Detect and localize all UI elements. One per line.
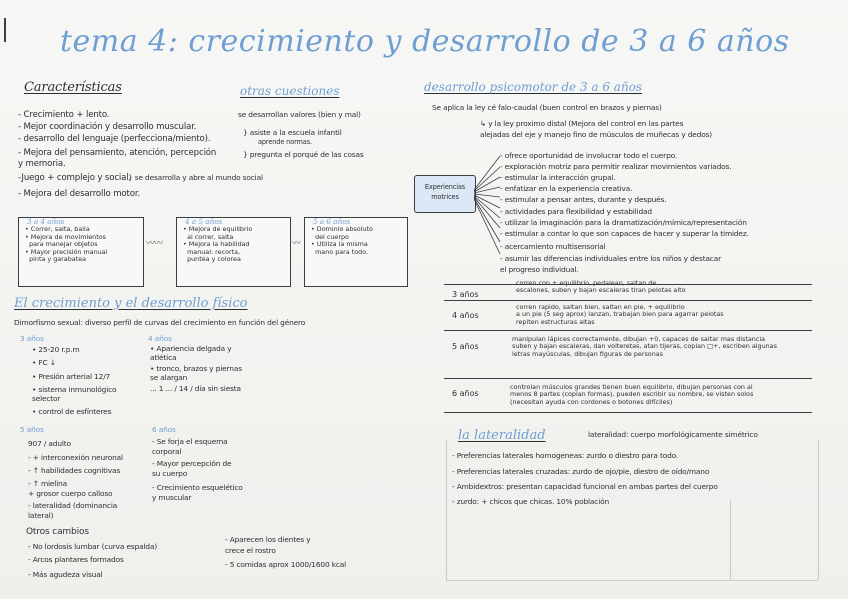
col3-item: • Presión arterial 12/7 [32, 372, 111, 381]
experiencia-item: - asumir las diferencias individuales entre los niños y destacar [500, 254, 722, 263]
caracteristica-item: - Crecimiento + lento. [18, 110, 110, 120]
experiencia-item: - exploración motriz para permitir realizar movimientos variados. [500, 162, 732, 171]
dimorfismo-text: Dimorfismo sexual: diverso perfil de curvas del crecimiento en función del género [14, 318, 306, 327]
otras-item: } asiste a la escuela infantil [243, 128, 342, 137]
col6-item: corporal [152, 447, 182, 456]
experiencia-item: - actividades para flexibilidad y estabilidad [500, 207, 652, 216]
experiencia-item: - estimular a contar lo que son capaces de hacer y superar la timidez. [500, 229, 749, 238]
experiencia-item: - estimular la interacción grupal. [500, 173, 616, 182]
col5-item: + grosor cuerpo calloso [28, 489, 113, 498]
col6-item: - Crecimiento esquelético [152, 483, 243, 492]
lateralidad-item: - Preferencias laterales homogeneas: zurdo o diestro para todo. [452, 451, 679, 460]
col5-item: - + interconexión neuronal [28, 453, 123, 462]
otros-item: - Más agudeza visual [28, 570, 103, 579]
otros-right-item: crece el rostro [225, 546, 276, 555]
otros-item: - Arcos plantares formados [28, 555, 124, 564]
ley-line: ↳ y la ley proximo distal (Mejora del control en las partes [480, 119, 684, 128]
col4-item: • Apariencia delgada y [150, 344, 232, 353]
experiencia-item: el progreso individual. [500, 265, 579, 274]
experiencia-item: - utilizar la imaginación para la dramatización/mímica/representación [500, 218, 747, 227]
col4-item: ... 1 ... / 14 / día sin siesta [150, 384, 241, 393]
col4-item: atlética [150, 353, 177, 362]
table-age: 4 años [452, 311, 479, 320]
col5-item: - ↑ habilidades cognitivas [28, 466, 121, 475]
otras-cuestiones-heading: otras cuestiones [240, 84, 340, 98]
lateralidad-heading: la lateralidad [458, 428, 546, 443]
col6-item: y muscular [152, 493, 192, 502]
stage-box-title: 3 a 4 años [27, 217, 65, 226]
experiencia-item: - acercamiento multisensorial [500, 242, 606, 251]
stage-box-5-6 [304, 217, 408, 287]
otras-item: se desarrollan valores (bien y mal) [238, 110, 361, 119]
table-text: corren con + equilibrio, pedalean, saltan de escalones, suben y bajan escaleras tiran pelotas alto [516, 279, 686, 295]
ley-line: Se aplica la ley cé falo-caudal (buen control en brazos y piernas) [432, 103, 662, 112]
table-rule [444, 300, 812, 301]
table-text: controlan músculos grandes tienen buen equilibrio, dibujan personas con al menos 8 partes (copian formas), pueden escribir su nombre, se visten solos (necesitan ayuda con cordones o botones difíciles) [510, 383, 754, 406]
page-title: tema 4: crecimiento y desarrollo de 3 a 6 años [60, 24, 790, 59]
lateralidad-definition: lateralidad: cuerpo morfológicamente simétrico [588, 430, 758, 439]
otros-right-item: - Aparecen los dientes y [225, 535, 311, 544]
table-rule [444, 378, 812, 379]
caracteristicas-heading: Características [24, 80, 122, 95]
table-rule [444, 330, 812, 331]
caracteristica-item: - Mejor coordinación y desarrollo muscular. [18, 122, 197, 132]
psicomotor-heading: desarrollo psicomotor de 3 a 6 años [424, 80, 643, 94]
lateralidad-item: - zurdo: + chicos que chicas. 10% población [452, 497, 610, 506]
col6-item: su cuerpo [152, 469, 188, 478]
wavy-connector: 〰〰 [146, 239, 163, 249]
col5-item: 907 / adulto [28, 439, 71, 448]
margin-mark [4, 18, 6, 42]
col5-item: - lateralidad (dominancia [28, 501, 118, 510]
col4-item: • tronco, brazos y piernas [150, 364, 242, 373]
otras-item: aprende normas. [258, 138, 312, 146]
bleed-line [446, 580, 818, 581]
stage-box-4-5 [176, 217, 291, 287]
otros-item: - No lordosis lumbar (curva espalda) [28, 542, 158, 551]
col3-item: • sistema inmunológico [32, 385, 117, 394]
bleed-line [818, 440, 819, 580]
stage-box-title: 5 a 6 años [313, 217, 351, 226]
table-age: 5 años [452, 342, 479, 351]
experiencia-item: - estimular a pensar antes, durante y después. [500, 195, 667, 204]
crecimiento-heading: El crecimiento y el desarrollo físico [14, 296, 248, 311]
caracteristica-item: - Mejora del desarrollo motor. [18, 189, 141, 199]
lateralidad-item: - Preferencias laterales cruzadas: zurdo de ojo/pie, diestro de oído/mano [452, 467, 710, 476]
col3-item: • control de esfínteres [32, 407, 112, 416]
otros-cambios-heading: Otros cambios [26, 527, 89, 537]
col3-item: • FC ↓ [32, 358, 56, 367]
stage-box-title: 4 a 5 años [185, 217, 223, 226]
col3-item: selector [32, 394, 61, 403]
wavy-connector: 〰 [292, 239, 301, 249]
col3-item: • 25-20 r.p.m [32, 345, 80, 354]
experiencia-item: - enfatizar en la experiencia creativa. [500, 184, 633, 193]
experiencias-bubble [414, 175, 476, 213]
age-heading-3: 3 años [20, 334, 44, 343]
caracteristica-item: - desarrollo del lenguaje (perfecciona/miento). [18, 134, 211, 144]
bleed-line [730, 500, 731, 580]
table-rule [444, 412, 812, 413]
otras-item: } pregunta el porqué de las cosas [243, 150, 364, 159]
age-heading-6: 6 años [152, 425, 176, 434]
caracteristica-item: - Mejora del pensamiento, atención, percepción [18, 148, 217, 158]
stage-box-body: • Mejora de equilibrio al correr, salta • Mejora la habilidad manual: recorta, puntea y colorea [183, 225, 253, 264]
col5-item: lateral) [28, 511, 54, 520]
experiencia-item: - ofrece oportunidad de involucrar todo el cuerpo. [500, 151, 678, 160]
col6-item: - Se forja el esquema [152, 437, 228, 446]
ley-line: alejadas del eje y manejo fino de músculos de muñecas y dedos) [480, 130, 713, 139]
col4-item: se alargan [150, 373, 188, 382]
age-heading-5: 5 años [20, 425, 44, 434]
lateralidad-item: - Ambidextros: presentan capacidad funcional en ambas partes del cuerpo [452, 482, 718, 491]
age-heading-4: 4 años [148, 334, 172, 343]
stage-box-body: • Dominio absoluto del cuerpo • Utiliza la misma mano para todo. [311, 225, 373, 256]
bleed-line [446, 440, 447, 580]
stage-box-3-4 [18, 217, 144, 287]
stage-box-body: • Correr, salta, baila • Mejora de movimientos para manejar objetos • Mayor precisión manual pinta y garabatea [25, 225, 108, 264]
col5-item: - ↑ mielina [28, 479, 68, 488]
col6-item: - Mayor percepción de [152, 459, 232, 468]
bubble-label: Experiencias motrices [424, 183, 466, 201]
caracteristica-item: -Juego + complejo y social. [18, 173, 132, 183]
caracteristica-item: y memoria. [18, 159, 66, 169]
brace-note: } se desarrolla y abre al mundo social [128, 173, 263, 182]
otros-right-item: - 5 comidas aprox 1000/1600 kcal [225, 560, 347, 569]
table-age: 3 años [452, 290, 479, 299]
table-text: corren rapido, saltan bien, saltan en pie, + equilibrio a un pie (5 seg aprox) lanzan, trabajan bien para agarrar pelotas repiten estructuras altas [516, 303, 724, 326]
table-text: manipulan lápices correctamente, dibujan +0, capaces de saltar mas distancia suben y bajan escaleras, dan volteretas, atan tijeras, copian □+, escriben algunas letras mayúsculas, dibujan figuras de personas [512, 335, 777, 358]
table-age: 6 años [452, 389, 479, 398]
